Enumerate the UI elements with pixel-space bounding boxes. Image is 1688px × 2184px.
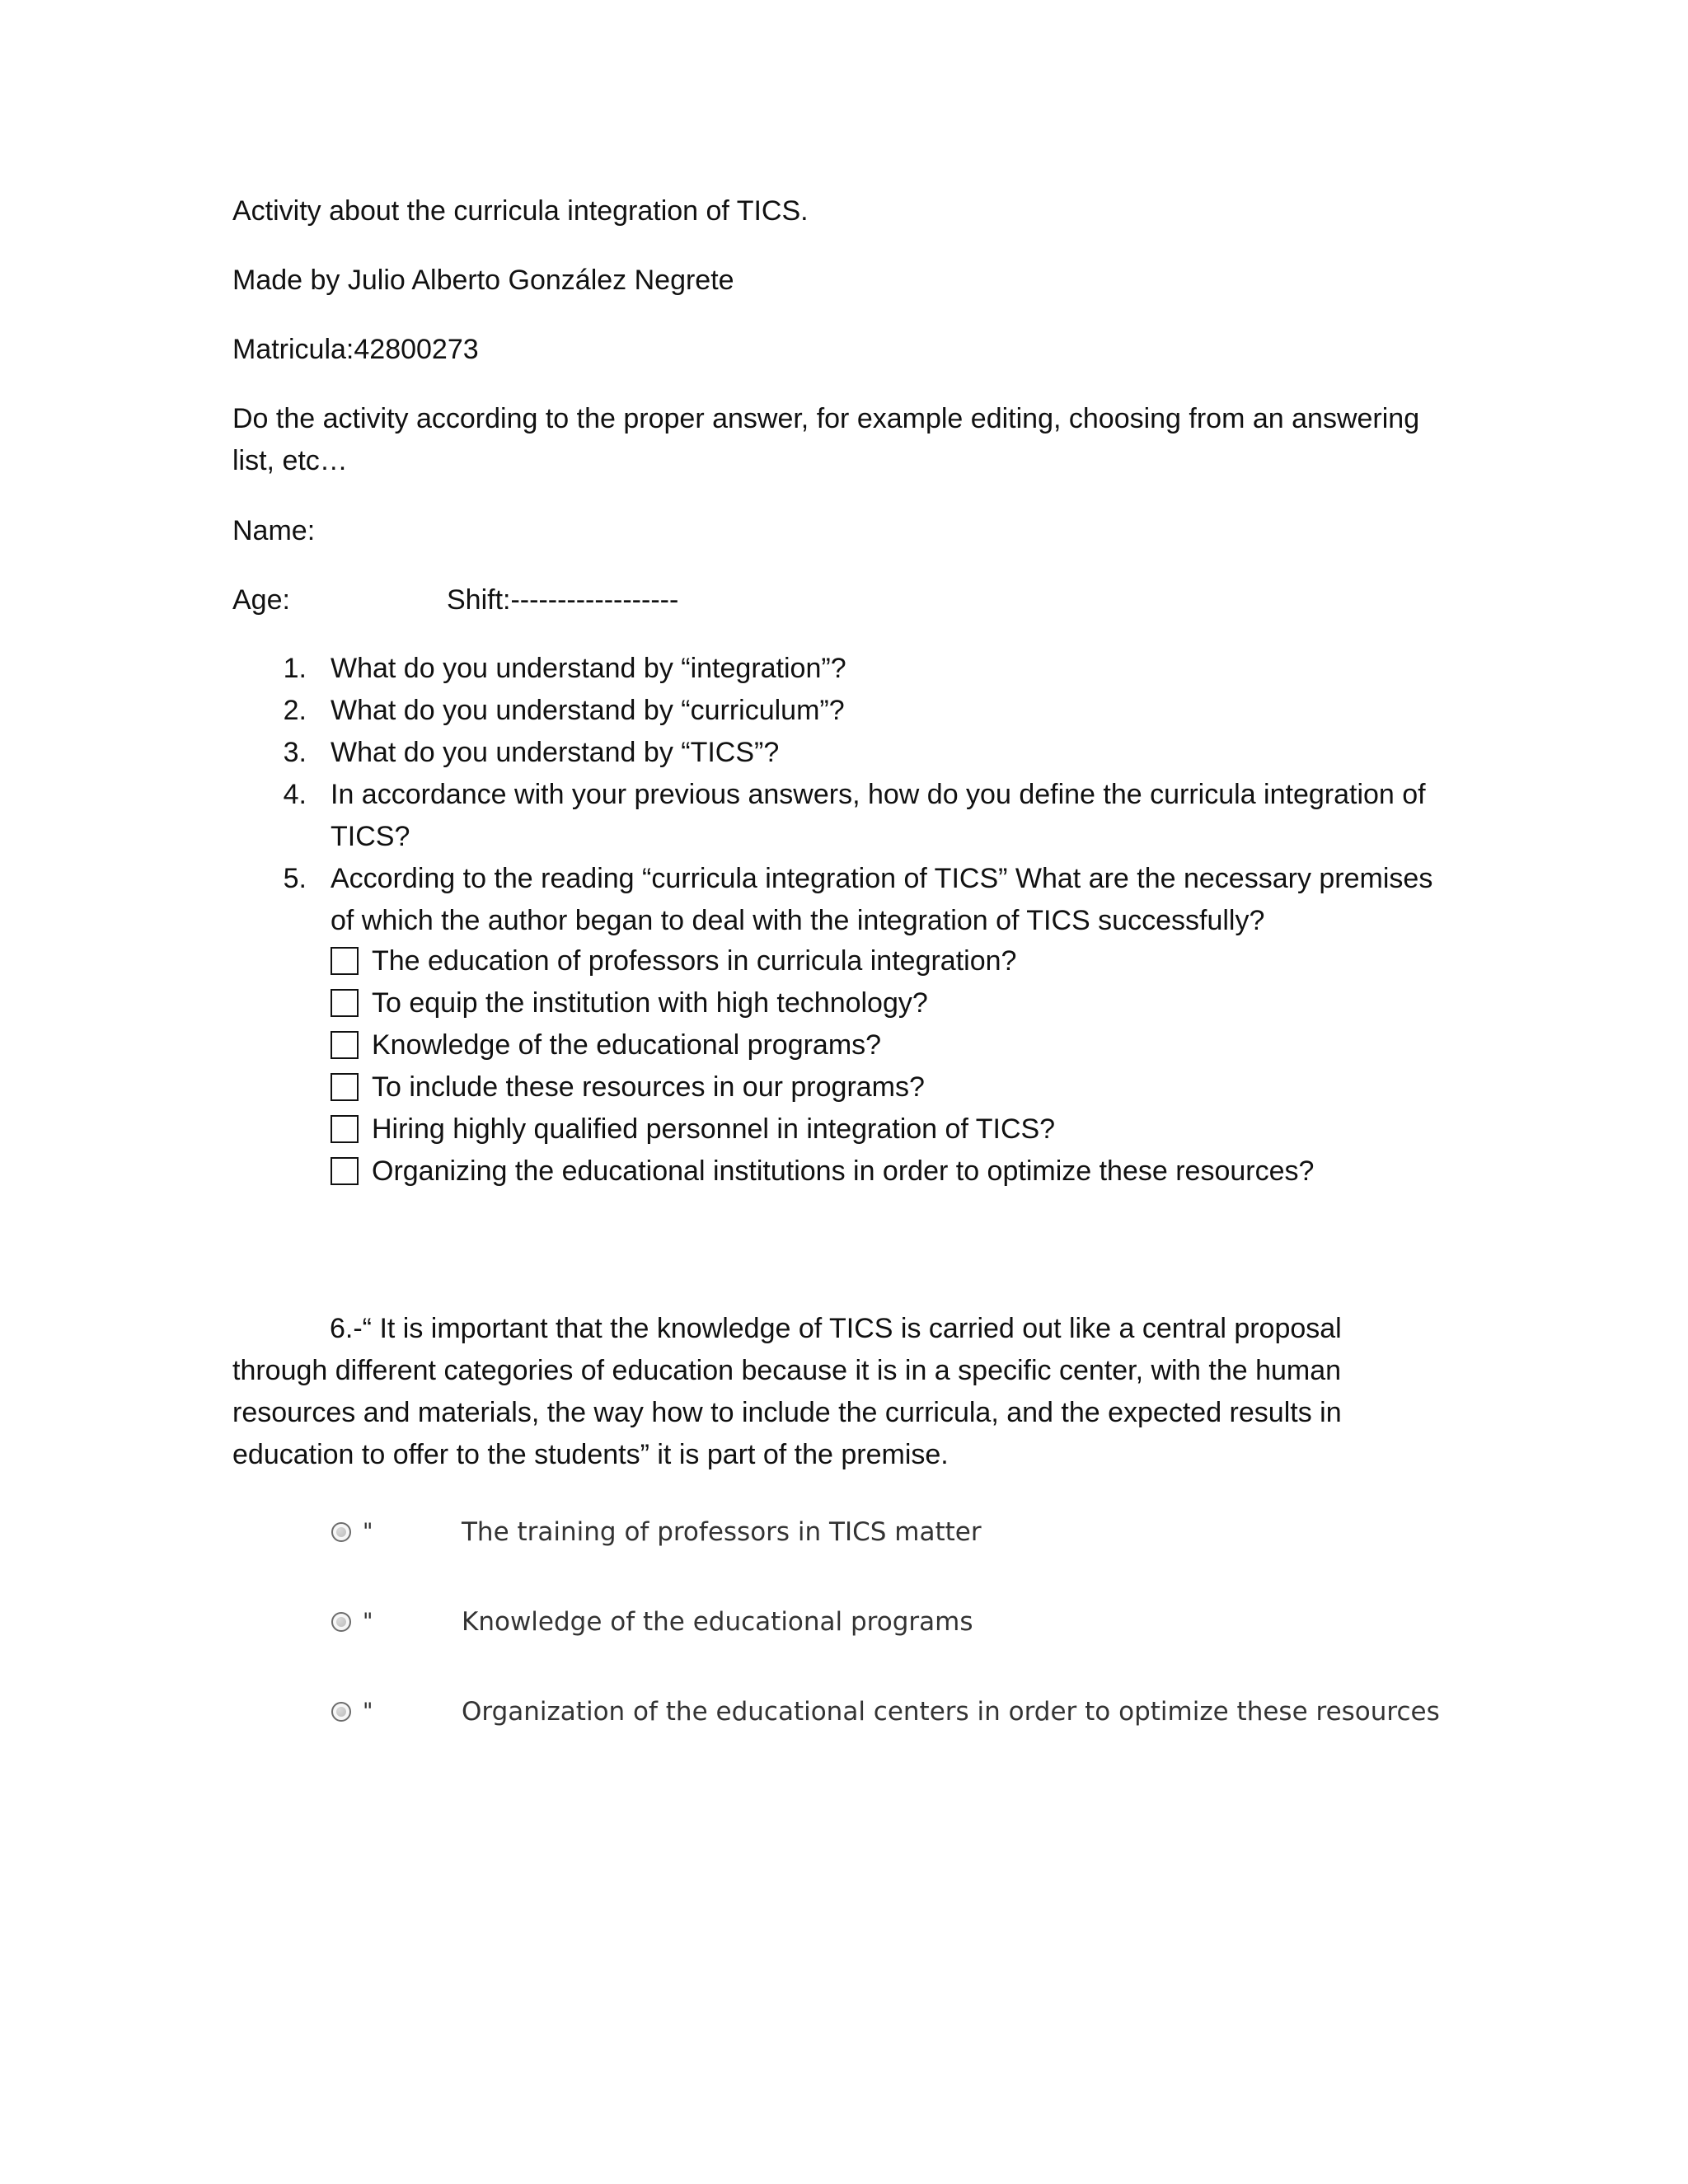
quote-mark: " <box>363 1699 373 1724</box>
quote-mark: " <box>363 1609 373 1634</box>
question-text-5: According to the reading “curricula integration of TICS” What are the necessary premises of which the author began to deal with the integration of TICS successfully? <box>331 863 1433 936</box>
quote-mark: " <box>363 1519 373 1544</box>
question-text-2: What do you understand by “curriculum”? <box>331 695 845 726</box>
checkbox[interactable] <box>331 1073 359 1101</box>
checkbox-label: Organizing the educational institutions in order to optimize these resources? <box>372 1155 1315 1187</box>
checkbox[interactable] <box>331 947 359 975</box>
author-line: Made by Julio Alberto González Negrete <box>232 265 734 296</box>
question-text-3: What do you understand by “TICS”? <box>331 737 780 768</box>
checkbox-label: The education of professors in curricula integration? <box>372 945 1017 977</box>
checkbox[interactable] <box>331 989 359 1017</box>
radio-button[interactable] <box>331 1702 351 1722</box>
checkbox-option-3[interactable] <box>331 1026 881 1064</box>
checkbox-option-5[interactable] <box>331 1110 1055 1148</box>
checkbox-option-1[interactable] <box>331 942 1016 980</box>
question-text-1: What do you understand by “integration”? <box>331 653 846 684</box>
question-text-4: In accordance with your previous answers, how do you define the curricula integration of TICS? <box>331 779 1426 852</box>
question-6-paragraph: 6.-“ It is important that the knowledge of TICS is carried out like a central proposal through different categories of education because it is in a specific center, with the human resources and materials, the way how to include the curricula, and the expected results in education to offer to the students” it is part of the premise. <box>232 1313 1342 1470</box>
checkbox-label: To equip the institution with high technology? <box>372 987 928 1019</box>
question-number-5: 5. <box>283 863 307 894</box>
checkbox-option-2[interactable] <box>331 984 928 1022</box>
radio-label: The training of professors in TICS matter <box>462 1517 982 1547</box>
age-label: Age: <box>232 584 290 616</box>
checkbox-label: To include these resources in our programs? <box>372 1071 925 1103</box>
radio-label: Organization of the educational centers in order to optimize these resources <box>462 1697 1440 1727</box>
question-number-4: 4. <box>283 779 307 810</box>
checkbox-label: Hiring highly qualified personnel in integration of TICS? <box>372 1113 1056 1145</box>
checkbox-option-6[interactable] <box>331 1152 1314 1190</box>
radio-option-3[interactable] <box>331 1694 1440 1730</box>
matricula-line: Matricula:42800273 <box>232 334 479 365</box>
checkbox-option-4[interactable] <box>331 1068 925 1106</box>
checkbox-label: Knowledge of the educational programs? <box>372 1029 882 1061</box>
checkbox[interactable] <box>331 1115 359 1143</box>
radio-button[interactable] <box>331 1522 351 1542</box>
question-number-2: 2. <box>283 695 307 726</box>
question-number-1: 1. <box>283 653 307 684</box>
question-number-3: 3. <box>283 737 307 768</box>
checkbox[interactable] <box>331 1157 359 1185</box>
shift-label: Shift:------------------ <box>447 584 679 616</box>
instructions-paragraph: Do the activity according to the proper answer, for example editing, choosing from an answering list, etc… <box>232 403 1420 476</box>
document-title: Activity about the curricula integration of TICS. <box>232 195 809 227</box>
checkbox[interactable] <box>331 1031 359 1059</box>
radio-button[interactable] <box>331 1612 351 1632</box>
radio-option-1[interactable] <box>331 1514 982 1550</box>
radio-label: Knowledge of the educational programs <box>462 1607 973 1637</box>
radio-option-2[interactable] <box>331 1604 973 1640</box>
name-label: Name: <box>232 515 316 546</box>
